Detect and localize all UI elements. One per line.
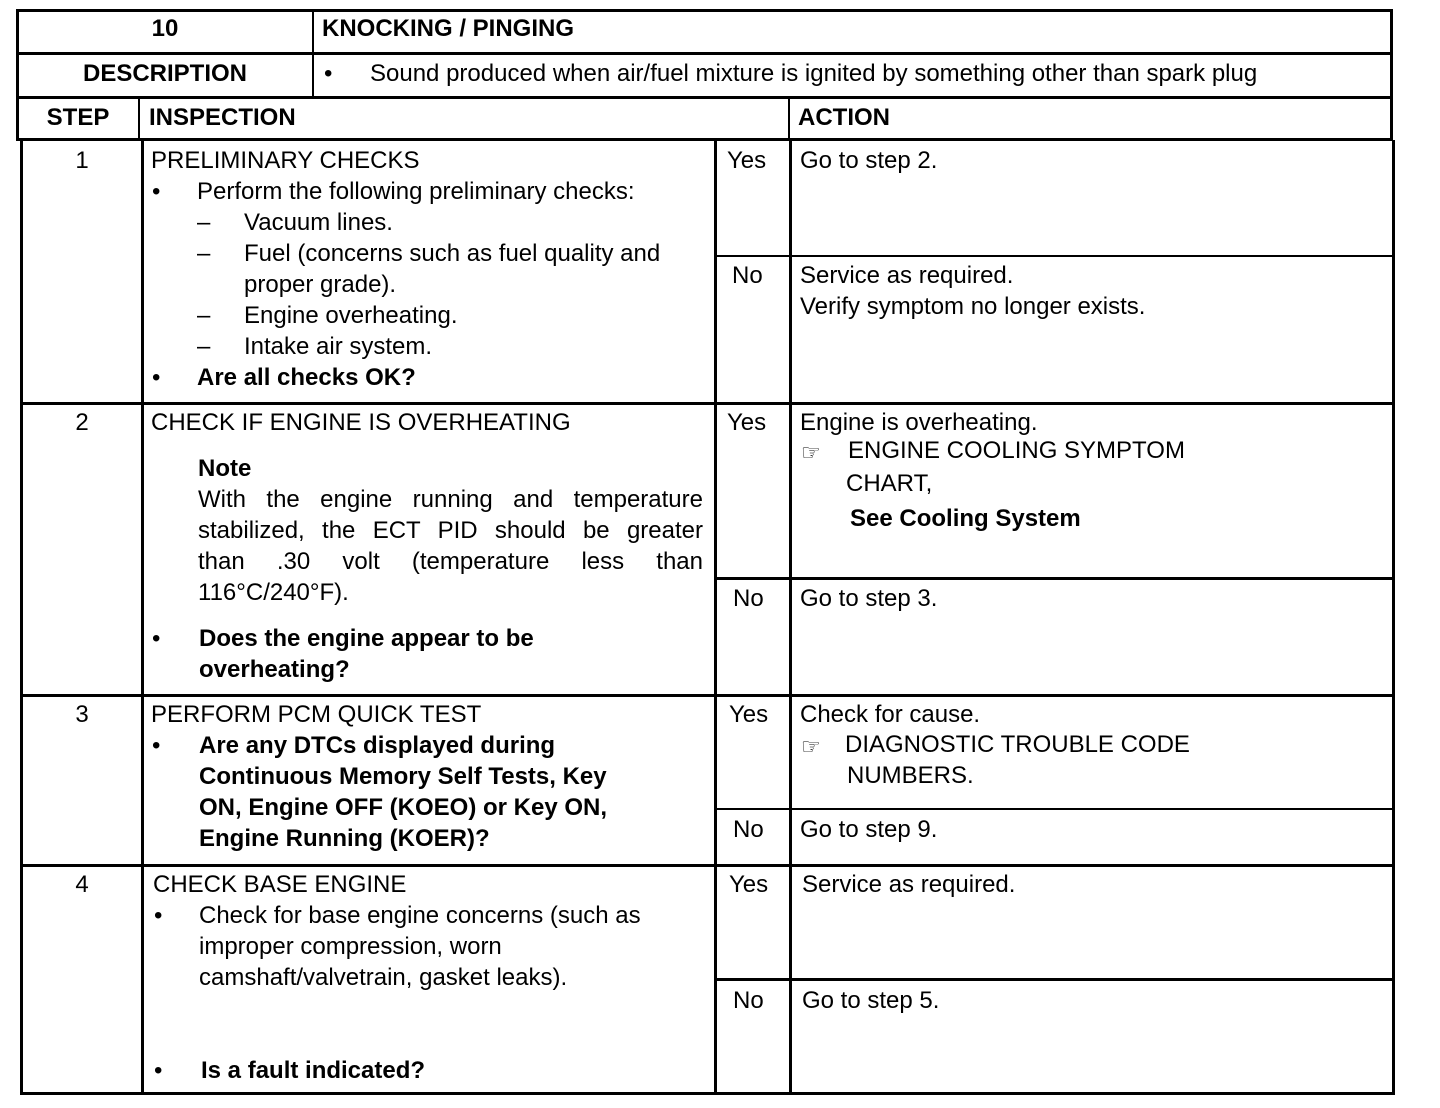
step-heading: PERFORM PCM QUICK TEST (151, 701, 482, 728)
no-label: No (733, 816, 764, 843)
dash-marker: – (197, 333, 211, 360)
yes-action: Check for cause. (800, 701, 981, 728)
description-label: DESCRIPTION (82, 60, 247, 87)
rule-top (16, 9, 1393, 12)
step-question: Does the engine appear to be (199, 625, 534, 652)
no-action: Service as required. (800, 262, 1014, 289)
step-heading: CHECK IF ENGINE IS OVERHEATING (151, 409, 571, 436)
instruction-text: camshaft/valvetrain, gasket leaks). (199, 964, 568, 991)
rule-left-body (20, 140, 23, 1095)
no-label: No (732, 262, 763, 289)
rule-colhead-step (138, 96, 140, 140)
yes-action: Engine is overheating. (800, 409, 1038, 436)
step-question: Is a fault indicated? (201, 1057, 426, 1084)
yes-label: Yes (727, 147, 767, 174)
step-question: overheating? (199, 656, 350, 683)
note-label: Note (198, 455, 252, 482)
bullet-marker: • (152, 364, 161, 391)
note-text: 116°C/240°F). (198, 579, 349, 606)
symptom-title: KNOCKING / PINGING (322, 15, 575, 42)
no-action: Go to step 5. (802, 987, 940, 1014)
check-item: Intake air system. (244, 333, 433, 360)
instruction-text: improper compression, worn (199, 933, 502, 960)
rule-step-2-3 (20, 694, 1395, 697)
rule-header-split (312, 9, 314, 98)
step-question: Are any DTCs displayed during (199, 732, 556, 759)
instruction-text: Perform the following preliminary checks: (197, 178, 635, 205)
rule-yesno-3 (714, 808, 1395, 810)
rule-header-2 (16, 96, 1393, 99)
check-item: proper grade). (244, 271, 397, 298)
rule-header-1 (16, 52, 1393, 55)
no-action: Go to step 3. (800, 585, 938, 612)
reference-link[interactable]: DIAGNOSTIC TROUBLE CODE (845, 731, 1190, 758)
rule-step-1-2 (20, 402, 1395, 405)
description-bullet: • (324, 60, 333, 87)
yes-label: Yes (727, 409, 767, 436)
dash-marker: – (197, 302, 211, 329)
step-number: 3 (75, 701, 89, 728)
reference-link[interactable]: NUMBERS. (847, 762, 974, 789)
step-number: 2 (75, 409, 89, 436)
column-inspection: INSPECTION (149, 104, 296, 131)
rule-yesno-2 (714, 577, 1395, 580)
no-label: No (733, 987, 764, 1014)
symptom-number: 10 (151, 15, 179, 42)
step-question: ON, Engine OFF (KOEO) or Key ON, (199, 794, 608, 821)
rule-col-step (141, 140, 144, 1095)
bullet-marker: • (154, 902, 163, 929)
pointing-hand-icon: ☞ (801, 734, 821, 759)
step-number: 4 (75, 871, 89, 898)
dash-marker: – (197, 209, 211, 236)
step-heading: PRELIMINARY CHECKS (151, 147, 420, 174)
rule-col-yesno (789, 140, 792, 1095)
reference-section: See Cooling System (850, 505, 1081, 532)
check-item: Engine overheating. (244, 302, 458, 329)
no-label: No (733, 585, 764, 612)
rule-header-3 (16, 138, 1393, 141)
rule-col-inspection (714, 140, 717, 1095)
bullet-marker: • (152, 732, 161, 759)
no-action: Verify symptom no longer exists. (800, 293, 1146, 320)
bullet-marker: • (152, 178, 161, 205)
no-action: Go to step 9. (800, 816, 938, 843)
bullet-marker: • (154, 1057, 163, 1084)
step-number: 1 (75, 147, 89, 174)
step-question: Are all checks OK? (197, 364, 416, 391)
yes-label: Yes (729, 701, 769, 728)
rule-yesno-1 (714, 255, 1395, 257)
pointing-hand-icon: ☞ (801, 440, 821, 465)
column-step: STEP (46, 104, 110, 131)
yes-action: Go to step 2. (800, 147, 938, 174)
note-text: With the engine running and temperature (198, 486, 703, 513)
rule-colhead-action (788, 96, 790, 140)
note-text: than .30 volt (temperature less than (198, 548, 703, 575)
step-question: Continuous Memory Self Tests, Key (199, 763, 607, 790)
rule-right-body (1392, 140, 1395, 1095)
yes-action: Service as required. (802, 871, 1016, 898)
column-action: ACTION (798, 104, 890, 131)
bullet-marker: • (152, 625, 161, 652)
step-heading: CHECK BASE ENGINE (153, 871, 407, 898)
rule-step-3-4 (20, 864, 1395, 867)
description-text: Sound produced when air/fuel mixture is ignited by something other than spark plug (370, 60, 1258, 87)
dash-marker: – (197, 240, 211, 267)
yes-label: Yes (729, 871, 769, 898)
rule-right-header (1390, 9, 1393, 140)
reference-link[interactable]: CHART, (846, 470, 933, 497)
check-item: Fuel (concerns such as fuel quality and (244, 240, 661, 267)
reference-link[interactable]: ENGINE COOLING SYMPTOM (848, 437, 1185, 464)
note-text: stabilized, the ECT PID should be greater (198, 517, 703, 544)
rule-bottom (20, 1092, 1395, 1095)
rule-yesno-4 (714, 978, 1395, 981)
step-question: Engine Running (KOER)? (199, 825, 490, 852)
instruction-text: Check for base engine concerns (such as (199, 902, 641, 929)
check-item: Vacuum lines. (244, 209, 393, 236)
